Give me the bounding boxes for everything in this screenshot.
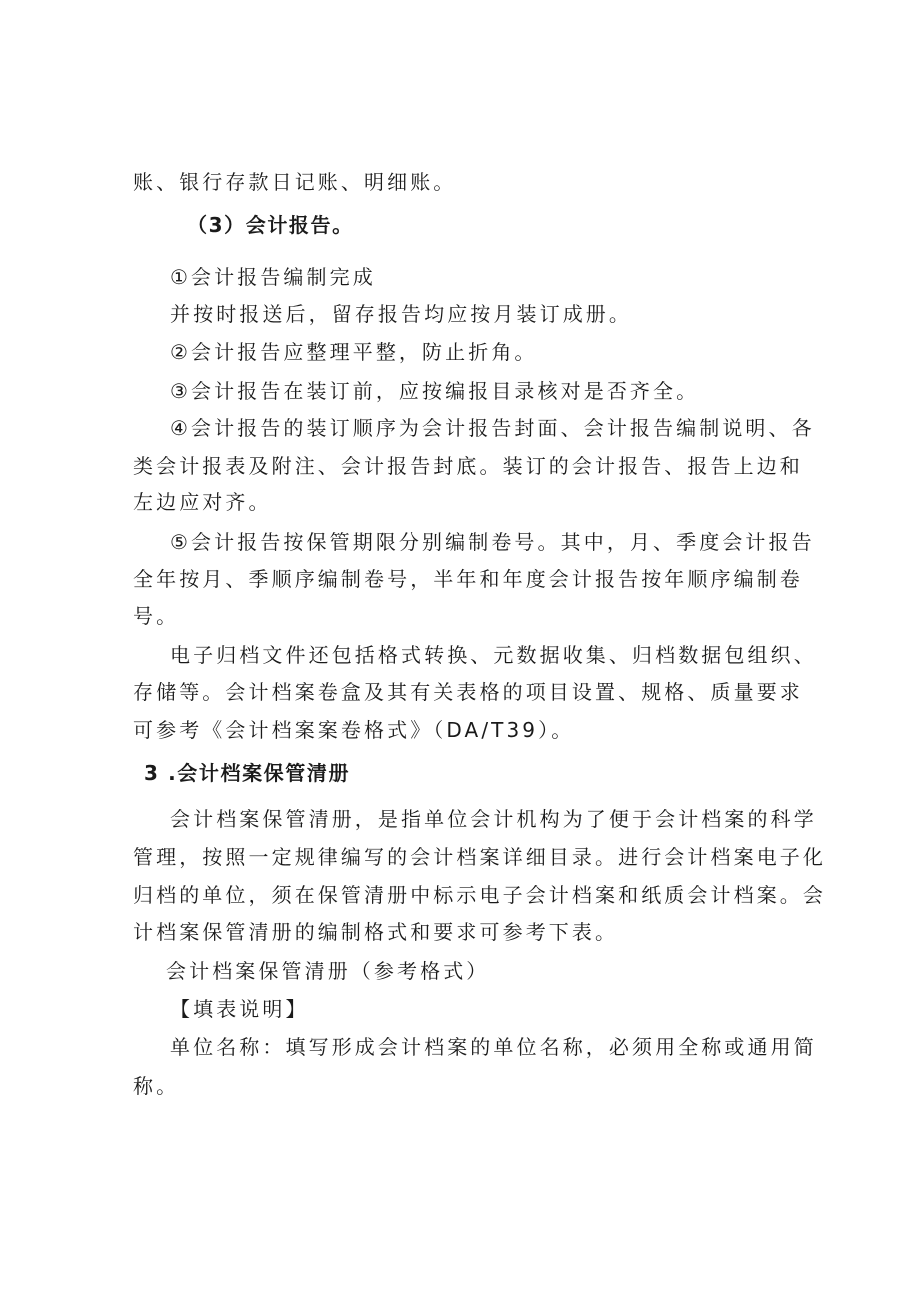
text-line: 并按时报送后，留存报告均应按月装订成册。	[170, 302, 632, 326]
text-line: ④会计报告的装订顺序为会计报告封面、会计报告编制说明、各	[170, 416, 815, 440]
text-line: 账、银行存款日记账、明细账。	[133, 170, 457, 194]
section-heading: 3 .会计档案保管清册	[144, 761, 351, 785]
text-line: 计档案保管清册的编制格式和要求可参考下表。	[133, 920, 619, 944]
text-line: 归档的单位，须在保管清册中标示电子会计档案和纸质会计档案。会	[133, 883, 826, 907]
text-line: ②会计报告应整理平整，防止折角。	[170, 340, 538, 364]
text-line: 电子归档文件还包括格式转换、元数据收集、归档数据包组织、	[170, 643, 817, 667]
table-caption: 会计档案保管清册（参考格式）	[166, 959, 490, 983]
text-line: 管理，按照一定规律编写的会计档案详细目录。进行会计档案电子化	[133, 845, 826, 869]
text-line: ⑤会计报告按保管期限分别编制卷号。其中，月、季度会计报告	[170, 530, 815, 554]
text-line: 可参考《会计档案案卷格式》（DA/T39）。	[133, 718, 575, 742]
section-heading: （3）会计报告。	[187, 213, 354, 237]
text-line: ①会计报告编制完成	[170, 265, 376, 289]
text-line: 类会计报表及附注、会计报告封底。装订的会计报告、报告上边和	[133, 454, 803, 478]
text-line: 单位名称：填写形成会计档案的单位名称，必须用全称或通用简	[170, 1035, 817, 1059]
text-line: 号。	[133, 604, 180, 628]
text-line: ③会计报告在装订前，应按编报目录核对是否齐全。	[170, 379, 700, 403]
text-line: 存储等。会计档案卷盒及其有关表格的项目设置、规格、质量要求	[133, 680, 803, 704]
text-line: 全年按月、季顺序编制卷号，半年和年度会计报告按年顺序编制卷	[133, 567, 803, 591]
form-notes-heading: 【填表说明】	[170, 997, 309, 1021]
text-line: 会计档案保管清册，是指单位会计机构为了便于会计档案的科学	[170, 807, 817, 831]
text-line: 称。	[133, 1074, 180, 1098]
text-line: 左边应对齐。	[133, 490, 272, 514]
